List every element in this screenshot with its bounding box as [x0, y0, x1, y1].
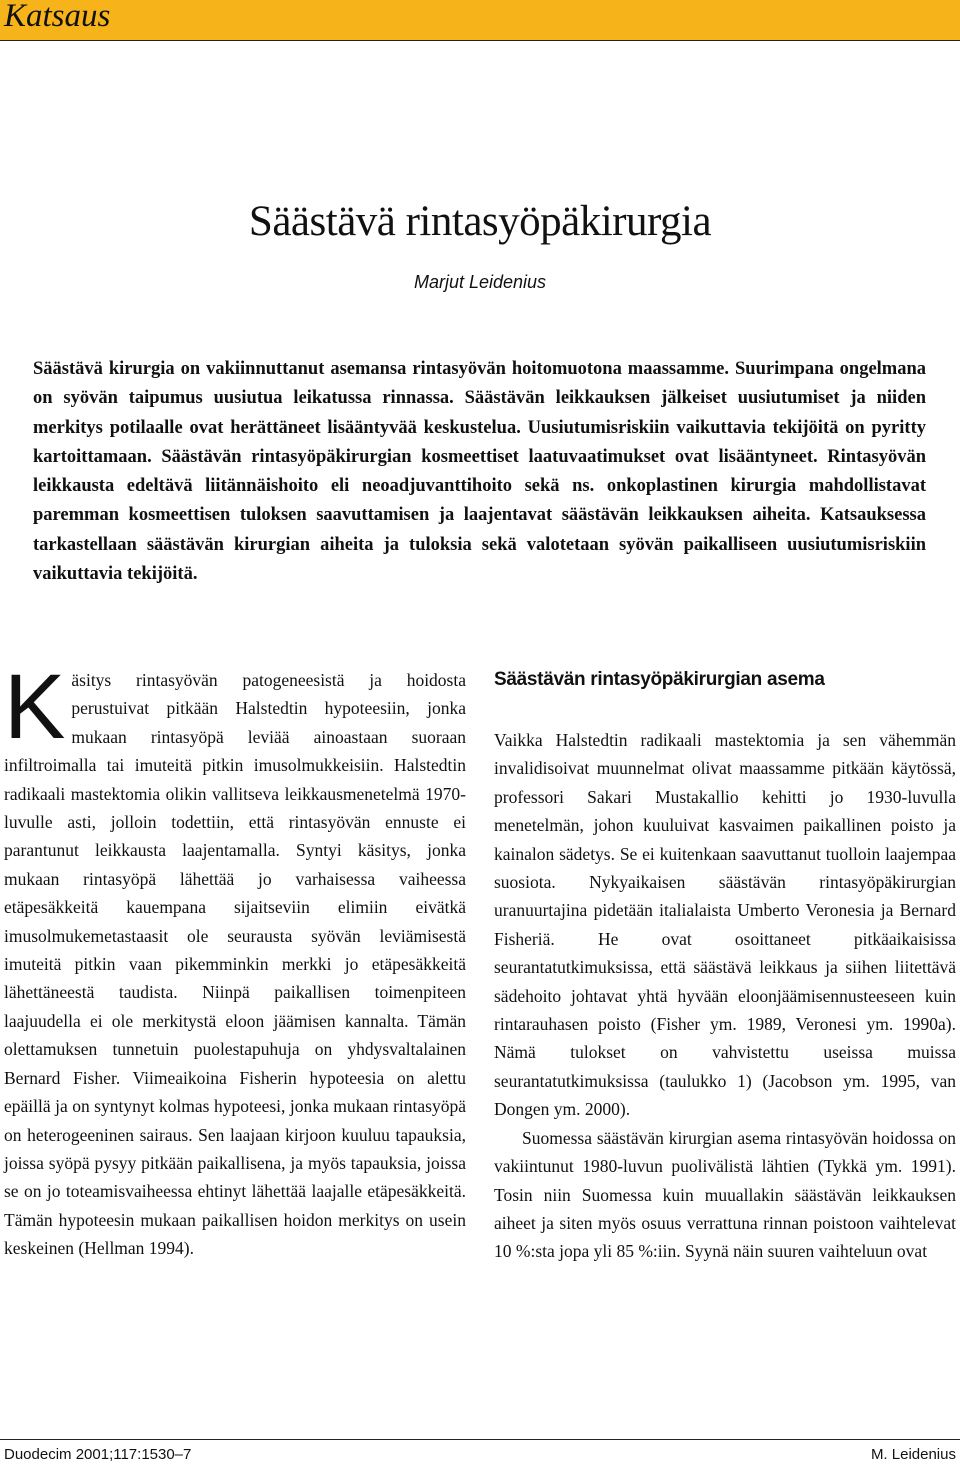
- drop-cap: K: [4, 656, 66, 758]
- article-author: Marjut Leidenius: [413, 272, 547, 292]
- header-band: [0, 0, 960, 40]
- footer-author: M. Leidenius: [870, 1446, 956, 1463]
- left-column: [4, 656, 466, 1263]
- footer-divider: [0, 1439, 960, 1440]
- article-abstract: Säästävä kirurgia on vakiinnuttanut asemansa rintasyövän hoitomuotona maassamme. Suurimpana ongelmana on syövän taipumus uusiutua leikatussa rinnassa. Säästävän leikkauksen jälkeiset uusiutumiset ja niiden merkitys potilaalle ovat herättäneet lisääntyvää keskustelua. Uusiutumisriskiin vaikuttavia tekijöitä on pyritty kartoittamaan. Säästävän rintasyöpäkirurgian kosmeettiset laatuvaatimukset ovat lisääntyneet. Rintasyövän leikkausta edeltävä liitännäishoito eli neoadjuvanttihoito sekä ns. onkoplastinen kirurgia mahdollistavat paremman kosmeettisen tuloksen saavuttamisen ja laajentavat säästävän leikkauksen aiheita. Katsauksessa tarkastellaan säästävän kirurgian aiheita ja tuloksia sekä valotetaan syövän paikalliseen uusiutumisriskiin vaikuttavia tekijöitä.: [33, 359, 926, 585]
- section-label: Katsaus: [4, 0, 111, 34]
- paragraph-2: Suomessa säästävän kirurgian asema rintasyövän hoidossa on vakiintunut 1980-luvun puolivälistä lähtien (Tykkä ym. 1991). Tosin niin Suomessa kuin muuallakin säästävän leikkauksen aiheet ja siten myös osuus verrattuna rinnan poistoon vaihtelevat 10 %:sta jopa yli 85 %:iin. Syynä näin suuren vaihteluun ovat: [494, 1127, 956, 1262]
- section-heading: Säästävän rintasyöpäkirurgian asema: [494, 669, 825, 690]
- left-column-text: äsitys rintasyövän patogeneesistä ja hoidosta perustuivat pitkään Halstedtin hypoteesiin, jonka mukaan rintasyöpä leviää ainoastaan suoraan infiltroimalla tai imuteitä pitkin imusolmukkeisiin. Halstedtin radikaali mastektomia olikin vallitseva leikkausmenetelmä 1970-luvulle asti, jolloin todettiin, että rintasyövän ennuste ei parantunut leikkausta laajentamalla. Syntyi käsitys, jonka mukaan rintasyöpä lähettää jo varhaisessa vaiheessa etäpesäkkeitä kauempana sijaitseviin elimiin eivätkä imusolmukemetastaasit ole seurausta syövän leviämisestä imuteitä pitkin vaan pikemminkin merkki jo etäpesäkkeitä lähettäneestä taudista. Niinpä paikallisen toimenpiteen laajuudella ei ole merkitystä eloon jäämisen kannalta. Tämän olettamuksen tunnetuin puolestapuhuja on yhdysvaltalainen Bernard Fisher. Viimeaikoina Fisherin hypoteesia on alettu epäillä ja on syntynyt kolmas hypoteesi, jonka mukaan rintasyöpä on heterogeeninen sairaus. Sen laajaan kirjoon kuuluu tapauksia, joissa syöpä pysyy pitkään paikallisena, ja myös tapauksia, joissa se on jo toteamisvaiheessa ehtinyt lähettää laajalle etäpesäkkeitä. Tämän hypoteesin mukaan paikallisen hoidon merkitys on usein keskeinen (Hellman 1994).: [4, 670, 466, 1259]
- paragraph-1: Vaikka Halstedtin radikaali mastektomia ja sen vähemmän invalidisoivat muunnelmat olivat maassamme pitkään käytössä, professori Sakari Mustakallio kehitti jo 1930-luvulla menetelmän, johon kuuluivat kasvaimen paikallinen poisto ja kainalon sädetys. Se ei kuitenkaan saavuttanut tuolloin laajempaa suosiota. Nykyaikaisen säästävän rintasyöpäkirurgian uranuurtajina pidetään italialaista Umberto Veronesia ja Bernard Fisheriä. He ovat osoittaneet pitkäaikaisissa seurantatutkimuksissa, että säästävä leikkaus ja siihen liitettävä sädehoito johtavat yhtä hyvään eloonjäämisennusteeseen kuin rintarauhasen poisto (Fisher ym. 1989, Veronesi ym. 1990a). Nämä tulokset on vahvistettu useissa muissa seurantatutkimuksissa (taulukko 1) (Jacobson ym. 1995, van Dongen ym. 2000).: [494, 730, 956, 1120]
- journal-citation: Duodecim 2001;117:1530–7: [4, 1446, 192, 1463]
- article-title: Säästävä rintasyöpäkirurgia: [248, 198, 712, 245]
- header-divider: [0, 40, 960, 41]
- right-column: [494, 726, 956, 1266]
